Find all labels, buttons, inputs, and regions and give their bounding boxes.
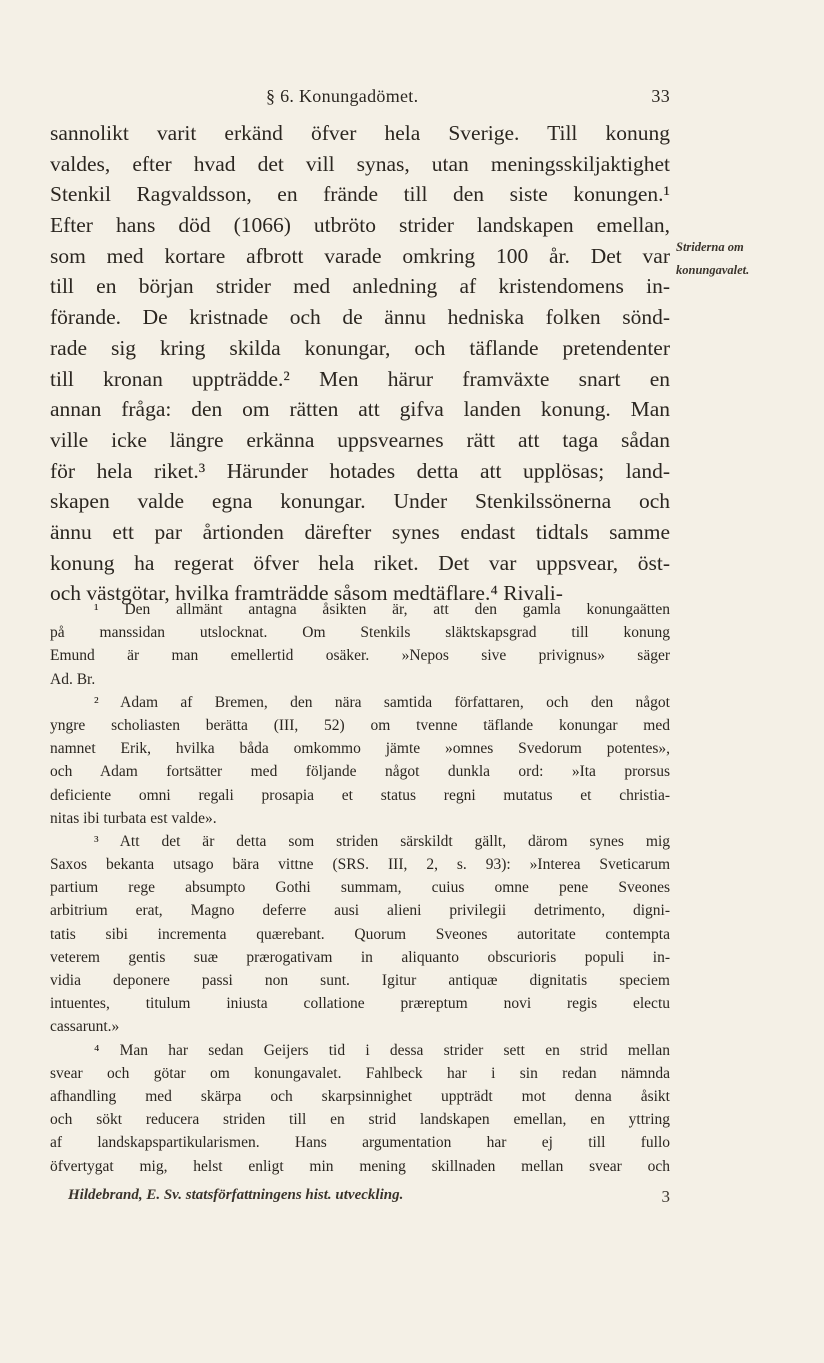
footnote-line: yngre scholiasten berätta (III, 52) om tvenne täflande konungar med [50,716,670,734]
text-line: för hela riket.³ Härunder hotades detta att upplösas; land- [50,458,670,483]
footnote-line: intuentes, titulum iniusta collatione præreptum novi regis electu [50,995,670,1013]
footnote-line: veterem gentis suæ prærogativam in aliquanto obscurioris populi in- [50,948,670,966]
footnote-line: Saxos bekanta utsago bära vittne (SRS. III, 2, s. 93): »Interea Sveticarum [50,856,670,874]
footnote-line: nitas ibi turbata est valde». [50,809,217,827]
footnote-line: ³ Att det är detta som striden särskildt gällt, därom synes mig [94,832,670,850]
text-line: valdes, efter hvad det vill synas, utan meningsskiljaktighet [50,151,670,176]
footnote-line: tatis sibi incrementa quærebant. Quorum Sveones autoritate contempta [50,925,670,943]
text-line: till en början strider med anledning af kristendomens in- [50,274,670,299]
footnote-line: vidia deponere passi non sunt. Igitur antiquæ dignitatis speciem [50,972,670,989]
footnote-line: Ad. Br. [50,670,96,688]
footnote-line: af landskapspartikularismen. Hans argumentation har ej till fullo [50,1134,670,1152]
footnote-line: ⁴ Man har sedan Geijers tid i dessa strider sett en strid mellan [94,1041,670,1059]
printer-signature: Hildebrand, E. Sv. statsförfattningens hist. utveckling. [68,1187,404,1203]
footnote-line: ² Adam af Bremen, den nära samtida författaren, och den något [94,693,670,711]
text-line: Stenkil Ragvaldsson, en frände till den siste konungen.¹ [50,182,670,207]
footnote-line: och sökt reducera striden till en strid landskapen emellan, en yttring [50,1111,670,1129]
footnote-line: cassarunt.» [50,1018,120,1036]
footnote-line: Emund är man emellertid osäker. »Nepos sive privignus» säger [50,647,670,665]
footnote-line: partium rege absumpto Gothi summam, cuius omne pene Sveones [50,879,670,897]
text-line: konung ha regerat öfver hela riket. Det var uppsvear, öst- [50,550,670,575]
text-line: till kronan uppträdde.² Men härur framväxte snart en [50,366,670,391]
text-line: ville icke längre erkänna uppsvearnes rätt att taga sådan [50,427,670,452]
margin-note [676,234,816,284]
footnote-line: ¹ Den allmänt antagna åsikten är, att den gamla konungaätten [94,601,670,618]
text-line: sannolikt varit erkänd öfver hela Sverige. Till konung [50,121,670,145]
footnote-line: deficiente omni regali prosapia et status regni mutatus et christia- [50,786,670,804]
text-line: som med kortare afbrott varade omkring 100 år. Det var [50,243,670,268]
text-line: annan fråga: den om rätten att gifva landen konung. Man [50,397,670,422]
footnote-line: svear och götar om konungavalet. Fahlbeck har i sin redan nämnda [50,1064,670,1082]
footnote-line: på manssidan utslocknat. Om Stenkils släktskapsgrad till konung [50,624,670,642]
text-line: skapen valde egna konungar. Under Stenkilssönerna och [50,489,670,514]
margin-note-line: konungavalet. [676,263,750,277]
footnote-line: arbitrium erat, Magno deferre ausi alieni privilegii detrimento, digni- [50,902,670,920]
footnote-line: afhandling med skärpa och skarpsinnighet uppträdt mot denna åsikt [50,1087,670,1105]
page-number: 33 [651,86,670,106]
text-line: Efter hans död (1066) utbröto strider landskapen emellan, [50,213,670,238]
sheet-number: 3 [661,1187,670,1206]
section-title: § 6. Konungadömet. [266,86,419,106]
text-line: ännu ett par årtionden därefter synes endast tidtals samme [50,519,670,544]
text-line: och västgötar, hvilka framträdde såsom medtäflare.⁴ Rivali- [50,581,563,606]
signature-line [68,1187,670,1204]
footnotes [50,598,670,1178]
footnote-line: och Adam fortsätter med följande något dunkla ord: »Ita prorsus [50,763,670,781]
margin-note-line: Striderna om [676,240,744,254]
footnote-line: namnet Erik, hvilka båda omkommo jämte »omnes Svedorum potentes», [50,740,670,758]
text-line: rade sig kring skilda konungar, och täflande pretendenter [50,335,670,360]
main-text [50,118,670,609]
footnote-line: öfvertygat mig, helst enligt min mening skillnaden mellan svear och [50,1157,670,1175]
text-line: förande. De kristnade och de ännu hedniska folken sönd- [50,305,670,330]
